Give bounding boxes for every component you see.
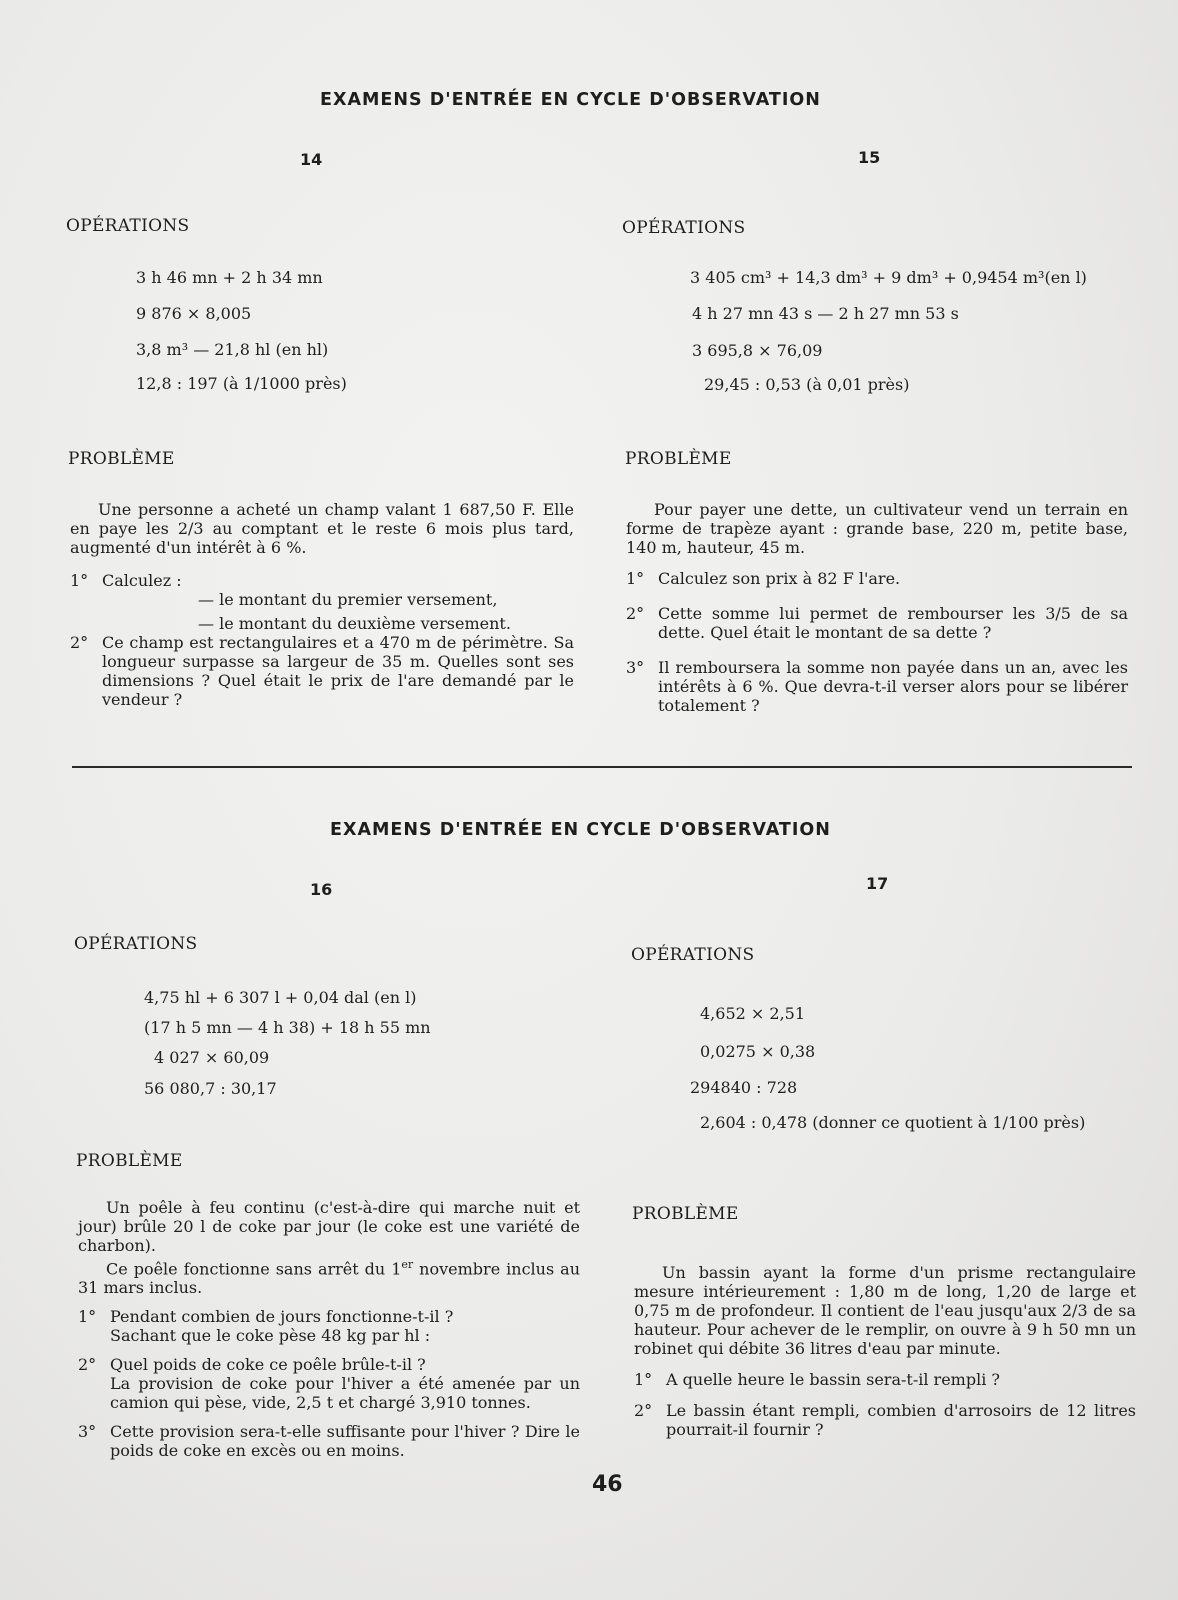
bottom-heading: EXAMENS D'ENTRÉE EN CYCLE D'OBSERVATION [330, 820, 831, 840]
exercise-14-problem [70, 500, 574, 709]
question-marker: 1° [70, 571, 89, 590]
question-text: Calculez son prix à 82 F l'are. [658, 569, 901, 588]
statement-text: novembre inclus au 31 mars inclus. [78, 1259, 580, 1298]
exercise-17-number: 17 [866, 874, 889, 893]
exercise-15-operation: 29,45 : 0,53 (à 0,01 près) [704, 375, 910, 394]
exercise-14-operations-label: OPÉRATIONS [66, 216, 190, 236]
question-text: Cette provision sera-t-elle suffisante pour l'hiver ? Dire le poids de coke en excès ou en moins. [110, 1422, 580, 1461]
question-marker: 1° [78, 1307, 97, 1327]
exercise-16-operation: 4,75 hl + 6 307 l + 0,04 dal (en l) [144, 988, 417, 1007]
exercise-14-problem-statement: Une personne a acheté un champ valant 1 687,50 F. Elle en paye les 2/3 au comptant et le reste 6 mois plus tard, augmenté d'un intérêt à 6 %. [70, 500, 574, 557]
exercise-14-operation: 9 876 × 8,005 [136, 304, 252, 323]
question-line: La provision de coke pour l'hiver a été amenée par un camion qui pèse, vide, 2,5 t et chargé 3,910 tonnes. [110, 1374, 580, 1413]
exercise-17-problem-label: PROBLÈME [632, 1204, 739, 1224]
exercise-16-operation: 56 080,7 : 30,17 [144, 1079, 277, 1098]
exercise-16-operation: (17 h 5 mn — 4 h 38) + 18 h 55 mn [144, 1018, 431, 1037]
question-line: Pendant combien de jours fonctionne-t-il ? [110, 1307, 454, 1327]
question-marker: 2° [78, 1355, 97, 1375]
question-marker: 1° [626, 569, 645, 588]
exercise-16-problem [78, 1198, 580, 1460]
exercise-17-problem-statement: Un bassin ayant la forme d'un prisme rectangulaire mesure intérieurement : 1,80 m de long, 1,20 de large et 0,75 m de profondeur. Il contient de l'eau jusqu'aux 2/3 de sa hauteur. Pour achever de le remplir, on ouvre à 9 h 50 mn un robinet qui débite 36 litres d'eau par minute. [634, 1263, 1136, 1358]
exercise-15-operations-label: OPÉRATIONS [622, 218, 746, 238]
question-line: Sachant que le coke pèse 48 kg par hl : [110, 1326, 431, 1346]
exercise-15-problem [626, 500, 1128, 715]
top-heading: EXAMENS D'ENTRÉE EN CYCLE D'OBSERVATION [320, 90, 821, 110]
exercise-16-operations-label: OPÉRATIONS [74, 934, 198, 954]
exercise-16-question-3 [78, 1422, 580, 1460]
question-text [110, 1355, 580, 1412]
ordinal-superscript: er [401, 1258, 414, 1271]
exercise-15-operation: 3 695,8 × 76,09 [692, 341, 823, 360]
exercise-14-question-1 [70, 571, 574, 590]
exercise-14-operation: 3,8 m³ — 21,8 hl (en hl) [136, 340, 329, 359]
exercise-17-operation: 2,604 : 0,478 (donner ce quotient à 1/100 près) [700, 1113, 1086, 1132]
exercise-14-question-1-sub-1: — le montant du premier versement, [198, 590, 498, 609]
exercise-14-operation: 12,8 : 197 (à 1/1000 près) [136, 374, 347, 393]
exercise-17-operation: 4,652 × 2,51 [700, 1004, 806, 1023]
exercise-15-problem-statement: Pour payer une dette, un cultivateur vend un terrain en forme de trapèze ayant : grande base, 220 m, petite base, 140 m, hauteur, 45 m. [626, 500, 1128, 557]
question-marker: 3° [78, 1422, 97, 1442]
exercise-17-operation: 294840 : 728 [690, 1078, 798, 1097]
section-divider [72, 766, 1132, 768]
question-marker: 2° [634, 1401, 653, 1420]
exercise-15-problem-label: PROBLÈME [625, 449, 732, 469]
question-line: Quel poids de coke ce poêle brûle-t-il ? [110, 1355, 426, 1375]
question-text: Cette somme lui permet de rembourser les 3/5 de sa dette. Quel était le montant de sa dette ? [658, 604, 1128, 642]
exercise-16-problem-statement: Un poêle à feu continu (c'est-à-dire qui marche nuit et jour) brûle 20 l de coke par jour (le coke est une variété de charbon). [78, 1198, 580, 1255]
question-marker: 2° [626, 604, 645, 623]
exercise-16-number: 16 [310, 880, 333, 899]
exercise-16-operation: 4 027 × 60,09 [154, 1048, 270, 1067]
exercise-16-problem-statement-2 [78, 1255, 580, 1297]
question-text: A quelle heure le bassin sera-t-il rempli ? [666, 1370, 1000, 1389]
exercise-15-operation: 3 405 cm³ + 14,3 dm³ + 9 dm³ + 0,9454 m³(en l) [690, 268, 1087, 287]
page-number: 46 [592, 1472, 623, 1497]
exercise-14-problem-label: PROBLÈME [68, 449, 175, 469]
exercise-15-operation: 4 h 27 mn 43 s — 2 h 27 mn 53 s [692, 304, 959, 323]
exercise-14-question-1-sub-2: — le montant du deuxième versement. [198, 614, 511, 633]
exercise-14-number: 14 [300, 150, 323, 169]
exercise-16-problem-label: PROBLÈME [76, 1151, 183, 1171]
exercise-15-number: 15 [858, 148, 881, 167]
question-text: Il remboursera la somme non payée dans un an, avec les intérêts à 6 %. Que devra-t-il verser alors pour se libérer totalement ? [658, 658, 1128, 715]
question-text: Le bassin étant rempli, combien d'arrosoirs de 12 litres pourrait-il fournir ? [666, 1401, 1136, 1439]
question-text: Ce champ est rectangulaires et a 470 m de périmètre. Sa longueur surpasse sa largeur de 35 m. Quelles sont ses dimensions ? Quel était le prix de l'are demandé par le vendeur ? [102, 633, 574, 709]
exercise-17-operations-label: OPÉRATIONS [631, 945, 755, 965]
question-marker: 3° [626, 658, 645, 677]
exercise-16-question-2 [78, 1355, 580, 1412]
question-marker: 2° [70, 633, 89, 652]
exercise-14-question-2 [70, 633, 574, 709]
exercise-16-question-1 [78, 1307, 580, 1345]
exercise-15-question-1 [626, 569, 1128, 588]
exercise-17-problem [634, 1263, 1136, 1439]
question-text: Calculez : [102, 571, 182, 590]
question-marker: 1° [634, 1370, 653, 1389]
exercise-15-question-3 [626, 658, 1128, 715]
exercise-17-question-2 [634, 1401, 1136, 1439]
exercise-17-question-1 [634, 1370, 1136, 1389]
question-text [110, 1307, 580, 1345]
exercise-14-operation: 3 h 46 mn + 2 h 34 mn [136, 268, 323, 287]
exercise-15-question-2 [626, 604, 1128, 642]
exercise-17-operation: 0,0275 × 0,38 [700, 1042, 816, 1061]
statement-text: Ce poêle fonctionne sans arrêt du 1 [106, 1259, 402, 1279]
